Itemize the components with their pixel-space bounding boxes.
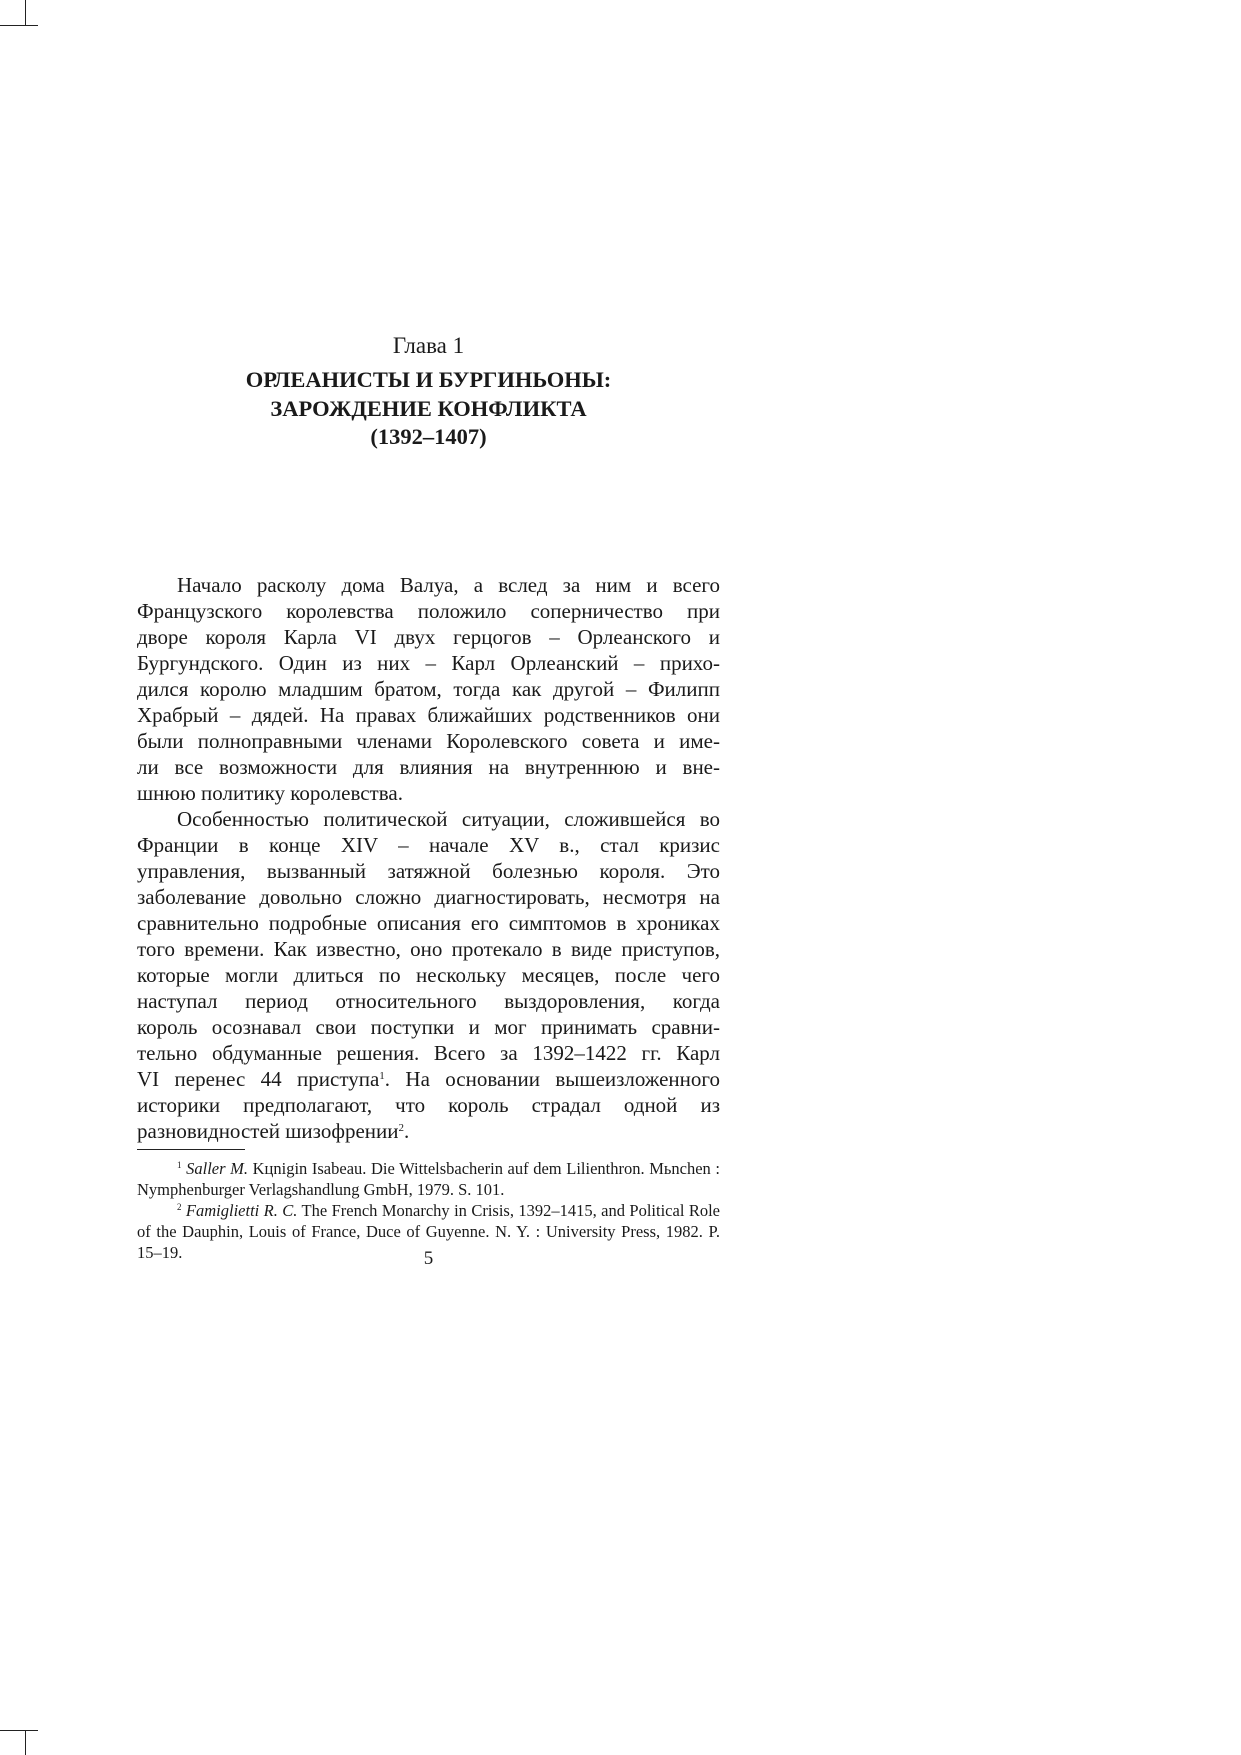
text-line: дворе короля Карла VI двух герцогов – Орлеанского и xyxy=(137,625,720,649)
text-line: которые могли длиться по нескольку месяцев, после чего xyxy=(137,963,720,987)
text-line: наступал период относительного выздоровления, когда xyxy=(137,989,720,1013)
text-line: ли все возможности для влияния на внутреннюю и вне- xyxy=(137,755,720,779)
footnote-number: 2 xyxy=(177,1202,182,1212)
footnote xyxy=(137,1158,720,1200)
text-line: Храбрый – дядей. На правах ближайших родственников они xyxy=(137,703,720,727)
text-line: были полноправными членами Королевского совета и име- xyxy=(137,729,720,753)
footnote-number: 1 xyxy=(177,1160,182,1170)
footnote-text: Kцnigin Isabeau. Die Wittelsbacherin auf dem Lilienthron. Mьnchen : Nymphenburger Verlagshandlung GmbH, 1979. S. 101. xyxy=(137,1159,720,1199)
text-line: Особенностью политической ситуации, сложившейся во xyxy=(177,807,720,831)
footnote-author: Famiglietti R. C. xyxy=(185,1201,298,1220)
footnote-ref[interactable]: 2 xyxy=(398,1122,404,1134)
text-line: Бургундского. Один из них – Карл Орлеанский – прихо- xyxy=(137,651,720,675)
text-line: шнюю политику королевства. xyxy=(137,781,403,805)
text-line: сравнительно подробные описания его симптомов в хрониках xyxy=(137,911,720,935)
text-fragment: разновидностей шизофрении xyxy=(137,1119,399,1143)
text-line: дился королю младшим братом, тогда как другой – Филипп xyxy=(137,677,720,701)
text-line xyxy=(137,1118,720,1144)
text-line: Франции в конце XIV – начале XV в., стал кризис xyxy=(137,833,720,857)
text-line: историки предполагают, что король страдал одной из xyxy=(137,1093,720,1117)
text-line: король осознавал свои поступки и мог принимать сравни- xyxy=(137,1015,720,1039)
footnote-ref[interactable]: 1 xyxy=(379,1070,385,1082)
crop-mark xyxy=(0,1730,38,1731)
text-line: тельно обдуманные решения. Всего за 1392–1422 гг. Карл xyxy=(137,1041,720,1065)
footnote-text: The French Monarchy in Crisis, 1392–1415, and Political Role of the Dauphin, Louis of France, Duce of Guyenne. N. Y. : University Press, 1982. P. 15–19. xyxy=(137,1201,720,1262)
text-line: того времени. Как известно, оно протекало в виде приступов, xyxy=(137,937,720,961)
footnote-author: Saller M. xyxy=(186,1159,249,1178)
text-line: Французского королевства положило соперничество при xyxy=(137,599,720,623)
text-fragment: . xyxy=(404,1119,410,1143)
text-line: заболевание довольно сложно диагностировать, несмотря на xyxy=(137,885,720,909)
body-text xyxy=(137,572,720,1144)
crop-mark xyxy=(25,1730,26,1755)
text-line: управления, вызванный затяжной болезнью короля. Это xyxy=(137,859,720,883)
text-fragment: VI перенес 44 приступа xyxy=(137,1067,380,1091)
text-line xyxy=(137,1066,720,1092)
chapter-title-line: (1392–1407) xyxy=(370,424,487,449)
crop-mark xyxy=(25,0,26,25)
crop-mark xyxy=(0,25,38,26)
chapter-title-line: ОРЛЕАНИСТЫ И БУРГИНЬОНЫ: xyxy=(245,367,612,392)
text-fragment: . На основании вышеизложенного xyxy=(384,1067,721,1091)
chapter-title-line: ЗАРОЖДЕНИЕ КОНФЛИКТА xyxy=(270,396,587,421)
chapter-label: Глава 1 xyxy=(392,333,465,358)
footnote-rule xyxy=(137,1149,245,1150)
page-number: 5 xyxy=(423,1248,434,1269)
text-line: Начало расколу дома Валуа, а вслед за ним и всего xyxy=(177,573,720,597)
